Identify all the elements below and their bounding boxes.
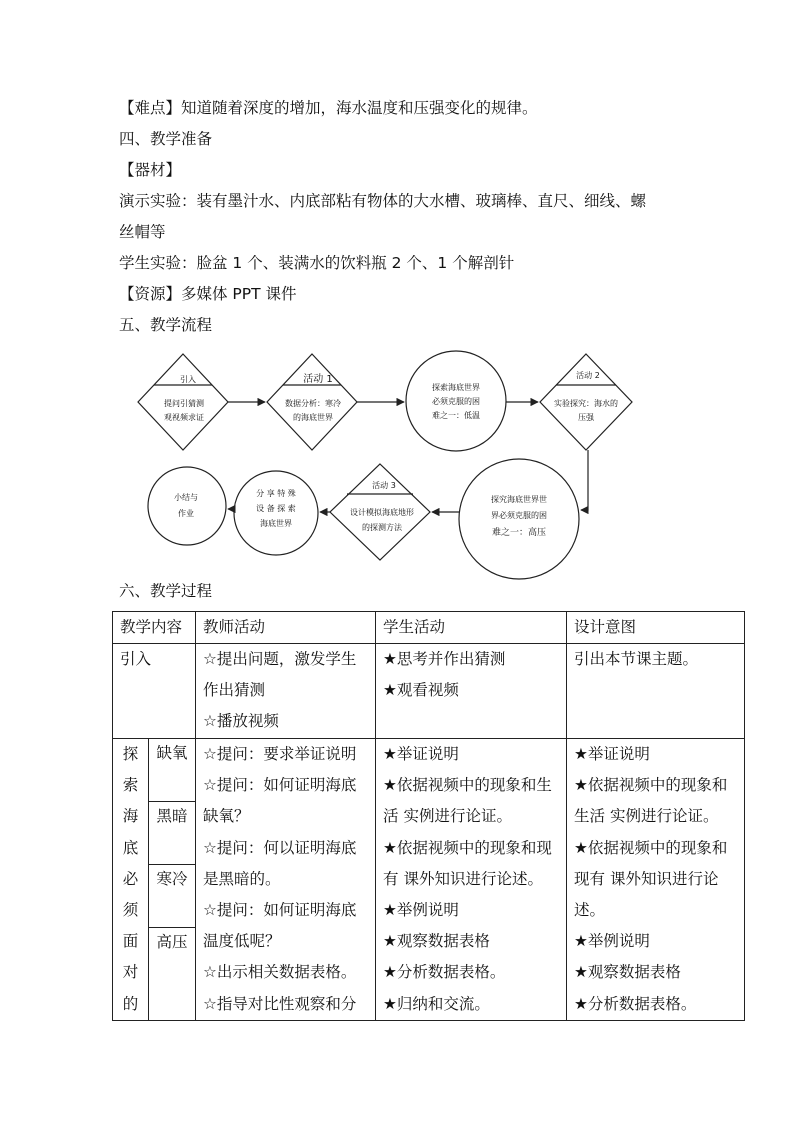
flow-node-summary	[148, 467, 226, 545]
low-temp-line-3: 难之一：低温	[432, 411, 480, 420]
row-explore-student: ★举证说明 ★依据视频中的现象和生 活 实例进行论证。 ★依据视频中的现象和现 有 课外知识进行论述。 ★举例说明 ★观察数据表格 ★分析数据表格。 ★归纳和交流。	[376, 739, 567, 1021]
equipment-heading: 【器材】	[119, 161, 182, 179]
table-row	[113, 739, 745, 1021]
summary-line-2: 作业	[178, 509, 194, 518]
activity-1-title: 活动 1	[303, 374, 333, 385]
summary-line-1: 小结与	[174, 493, 198, 502]
row-explore-vertical-label: 探 索 海 底 必 须 面 对 的	[113, 739, 149, 1021]
subtopic-darkness: 黑暗	[149, 802, 195, 865]
row-explore-intent: ★举证说明 ★依据视频中的现象和 生活 实例进行论证。 ★依据视频中的现象和 现有 课外知识进行论 述。 ★举例说明 ★观察数据表格 ★分析数据表格。	[567, 739, 745, 1021]
table-header-row	[113, 612, 745, 644]
row-explore-teacher: ☆提问：要求举证说明 ☆提问：如何证明海底 缺氧？ ☆提问：何以证明海底 是黑暗的。 ☆提问：如何证明海底 温度低呢？ ☆出示相关数据表格。 ☆指导对比性观察和分	[196, 739, 376, 1021]
header-student: 学生活动	[376, 612, 567, 644]
header-teacher: 教师活动	[196, 612, 376, 644]
intro-body-2: 观视频求证	[164, 413, 204, 422]
section-5-heading: 五、教学流程	[119, 316, 213, 334]
teaching-process-table	[112, 611, 745, 1021]
row-intro-content: 引入	[113, 644, 196, 739]
header-content: 教学内容	[113, 612, 196, 644]
student-experiment-line: 学生实验：脸盆 1 个、装满水的饮料瓶 2 个、1 个解剖针	[119, 254, 515, 272]
demo-experiment-line-2: 丝帽等	[119, 223, 166, 241]
table-row	[113, 644, 745, 739]
row-explore-subtopics	[149, 739, 196, 1021]
section-6-heading: 六、教学过程	[119, 582, 213, 600]
intro-title: 引入	[180, 375, 196, 384]
section-4-heading: 四、教学准备	[119, 130, 213, 148]
high-pressure-line-3: 难之一：高压	[491, 528, 547, 538]
subtopic-hypoxia: 缺氧	[149, 739, 195, 802]
demo-experiment-line-1: 演示实验：装有墨汁水、内底部粘有物体的大水槽、玻璃棒、直尺、细线、螺	[119, 192, 647, 210]
activity-2-title: 活动 2	[576, 371, 600, 380]
share-line-3: 海底世界	[260, 519, 292, 528]
share-line-2: 设 备 探 索	[256, 504, 296, 513]
difficulty-line: 【难点】知道随着深度的增加，海水温度和压强变化的规律。	[119, 99, 538, 117]
low-temp-line-2: 必须克服的困	[432, 397, 480, 406]
row-intro-teacher: ☆提出问题，激发学生 作出猜测 ☆播放视频	[196, 644, 376, 739]
activity-2-body-2: 压强	[578, 413, 594, 422]
high-pressure-line-2: 界必须克服的困	[491, 511, 547, 520]
activity-2-body-1: 实验探究：海水的	[554, 399, 618, 408]
row-intro-intent: 引出本节课主题。	[567, 644, 745, 739]
high-pressure-line-1: 探究海底世界世	[491, 495, 547, 504]
header-intent: 设计意图	[567, 612, 745, 644]
activity-3-body-2: 的探测方法	[362, 523, 402, 532]
intro-body-1: 提问引猜测	[164, 399, 204, 408]
flow-node-share	[234, 471, 318, 555]
flow-arrow	[581, 450, 588, 510]
activity-3-body-1: 设计模拟海底地形	[350, 508, 414, 517]
activity-1-body-2: 的海底世界	[293, 413, 333, 422]
subtopic-cold: 寒冷	[149, 865, 195, 928]
resources-line: 【资源】多媒体 PPT 课件	[119, 285, 297, 303]
activity-3-title: 活动 3	[372, 481, 396, 490]
subtopic-high-pressure: 高压	[156, 933, 188, 951]
row-intro-student: ★思考并作出猜测 ★观看视频	[376, 644, 567, 739]
share-line-1: 分 享 特 殊	[256, 489, 296, 498]
low-temp-line-1: 探索海底世界	[432, 383, 480, 392]
activity-1-body-1: 数据分析：寒冷	[285, 399, 341, 408]
